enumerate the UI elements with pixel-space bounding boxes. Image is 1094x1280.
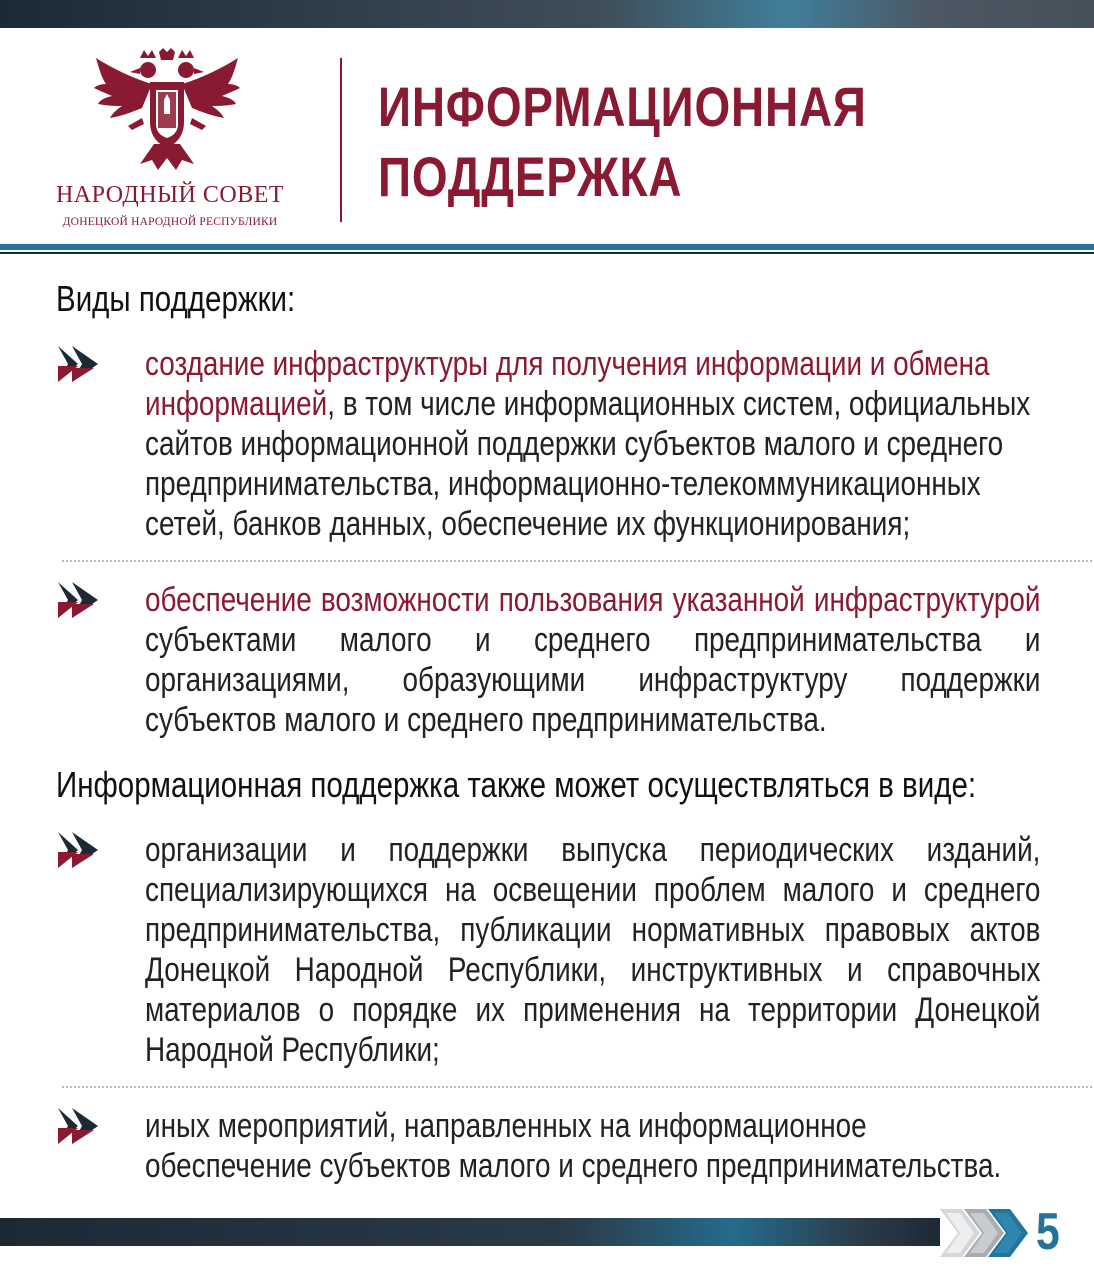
header-divider — [340, 58, 342, 222]
triple-chevron-right-icon[interactable] — [936, 1203, 1028, 1263]
item-text: иных мероприятий, направленных на информационное обеспечение субъектов малого и среднего предпринимательства. — [145, 1107, 1002, 1185]
item-text: субъектами малого и среднего предпринимательства и организациями, образующими инфраструктуру поддержки субъектов малого и среднего предпринимательства. — [145, 621, 1041, 739]
title-line-2: ПОДДЕРЖКА — [378, 145, 683, 208]
bottom-decorative-band — [0, 1218, 940, 1246]
item-text: , в том числе информационных систем, официальных сайтов информационной поддержки субъектов малого и среднего предпринимательства, информационно-телекоммуникационных сетей, банков данных, обеспечение их функционирования; — [145, 385, 1031, 543]
bullet-arrow-icon — [54, 1106, 102, 1146]
item-highlight: обеспечение возможности пользования указанной инфраструктурой — [145, 581, 1041, 619]
section-heading-other-forms: Информационная поддержка также может осуществляться в виде: — [56, 764, 977, 805]
item-highlight: создание инфраструктуры для получения информации и обмена информацией — [145, 345, 990, 423]
org-name: НАРОДНЫЙ СОВЕТ — [55, 182, 285, 208]
page-number: 5 — [1036, 1203, 1060, 1261]
bullet-arrow-icon — [54, 580, 102, 620]
page-title — [378, 72, 936, 212]
item-text: организации и поддержки выпуска периодических изданий, специализирующихся на освещении проблем малого и среднего предпринимательства, публикации нормативных правовых актов Донецкой Народной Республики, инструктивных и справочных материалов о порядке их применения на территории Донецкой Народной Республики; — [145, 831, 1041, 1069]
dotted-separator — [62, 1086, 1092, 1088]
dotted-separator — [62, 560, 1092, 562]
section-heading-support-types: Виды поддержки: — [56, 278, 296, 319]
org-subtitle: ДОНЕЦКОЙ НАРОДНОЙ РЕСПУБЛИКИ — [62, 216, 278, 228]
title-line-1: ИНФОРМАЦИОННАЯ — [378, 75, 867, 138]
bullet-arrow-icon — [54, 830, 102, 870]
header-rule — [0, 244, 1094, 250]
top-decorative-band — [0, 0, 1094, 28]
double-headed-eagle-emblem-icon — [92, 48, 242, 178]
bullet-arrow-icon — [54, 344, 102, 384]
organization-logo — [50, 48, 290, 230]
header-rule-thin — [0, 252, 1094, 254]
